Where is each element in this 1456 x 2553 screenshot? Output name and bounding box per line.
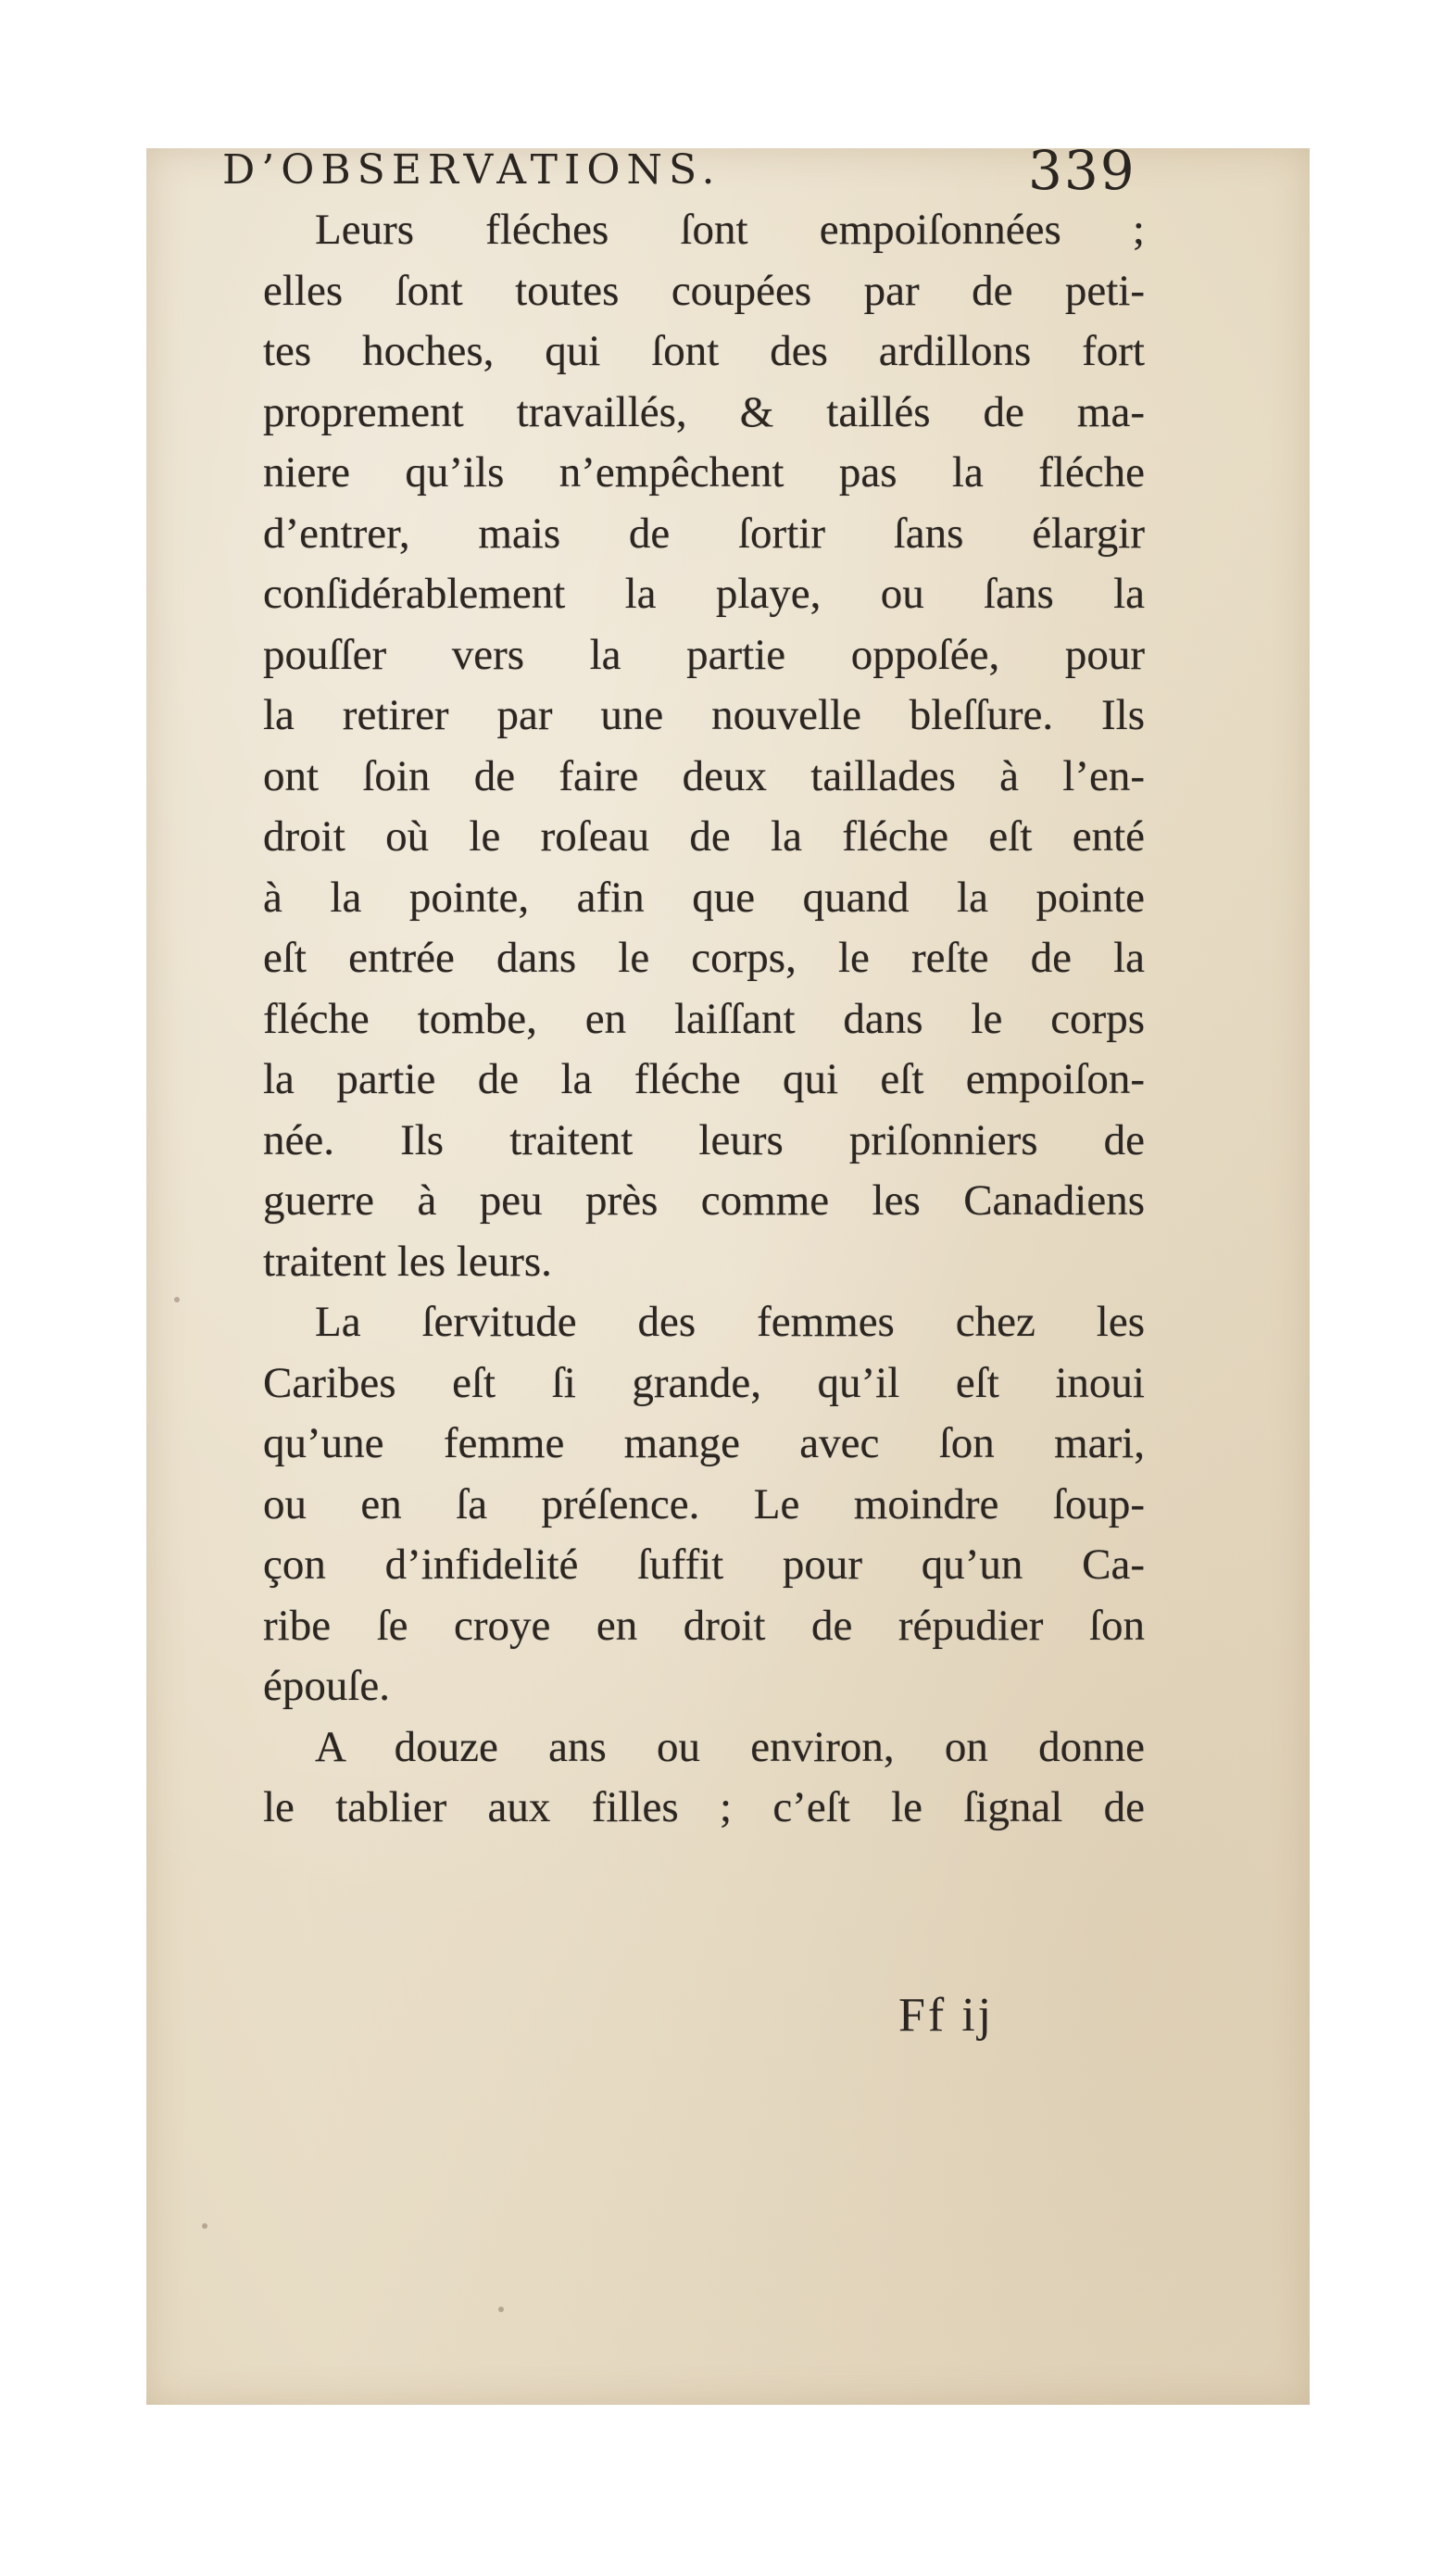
text-line: ribe ſe croye en droit de répudier ſon [263, 1601, 1145, 1650]
paper-speck [498, 2307, 504, 2312]
paper-speck [174, 1297, 180, 1302]
signature-mark: Ff ij [898, 1989, 995, 2042]
text-line: épouſe. [263, 1662, 391, 1710]
text-line: çon d’infidelité ſuffit pour qu’un Ca- [263, 1541, 1145, 1589]
text-line: guerre à peu près comme les Canadiens [263, 1176, 1145, 1225]
text-line: la partie de la fléche qui eſt empoiſon- [263, 1055, 1145, 1103]
text-line: Leurs fléches ſont empoiſonnées ; [315, 206, 1145, 254]
text-line: A douze ans ou environ, on donne [315, 1722, 1145, 1771]
text-line: eſt entrée dans le corps, le reſte de la [263, 934, 1145, 982]
body-text [263, 200, 1145, 1839]
text-line: le tablier aux filles ; c’eſt le ſignal de [263, 1783, 1145, 1831]
text-line: qu’une femme mange avec ſon mari, [263, 1419, 1145, 1467]
text-line: niere qu’ils n’empêchent pas la fléche [263, 448, 1145, 497]
text-line: proprement travaillés, & taillés de ma- [263, 387, 1145, 436]
text-line: elles ſont toutes coupées par de peti- [263, 266, 1145, 315]
text-line: ont ſoin de faire deux taillades à l’en- [263, 751, 1145, 800]
text-line: d’entrer, mais de ſortir ſans élargir [263, 509, 1145, 558]
text-line: conſidérablement la playe, ou ſans la [263, 570, 1145, 618]
text-line: droit où le roſeau de la fléche eſt enté [263, 812, 1145, 861]
text-line: la retirer par une nouvelle bleſſure. Ils [263, 691, 1145, 739]
text-line: La ſervitude des femmes chez les [315, 1298, 1145, 1346]
text-line: ou en ſa préſence. Le moindre ſoup- [263, 1479, 1145, 1528]
text-line: à la pointe, afin que quand la pointe [263, 873, 1145, 922]
text-line: née. Ils traitent leurs priſonniers de [263, 1115, 1145, 1164]
paper-speck [202, 2223, 207, 2229]
page-number: 339 [1028, 139, 1136, 202]
text-line: tes hoches, qui ſont des ardillons fort [263, 327, 1145, 375]
text-line: pouſſer vers la partie oppoſée, pour [263, 630, 1145, 679]
running-title: D’OBSERVATIONS. [222, 146, 722, 194]
text-line: fléche tombe, en laiſſant dans le corps [263, 994, 1145, 1043]
text-line: Caribes eſt ſi grande, qu’il eſt inoui [263, 1358, 1145, 1407]
text-line: traitent les leurs. [263, 1237, 552, 1286]
